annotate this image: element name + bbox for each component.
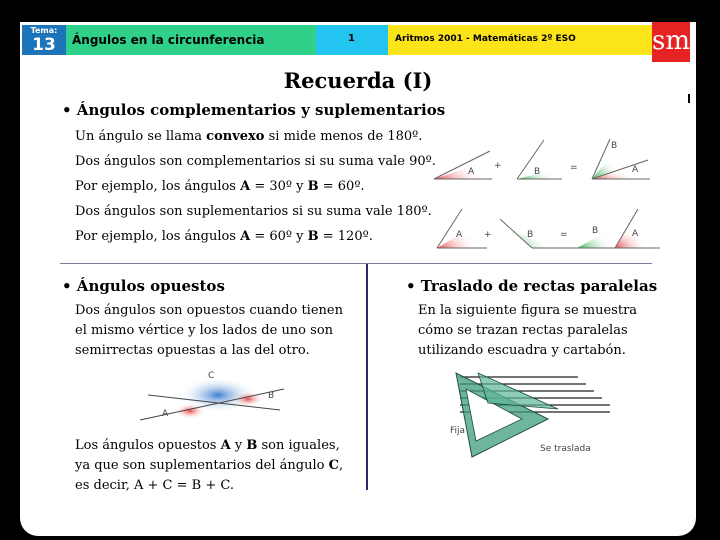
opposite-angles-figure bbox=[138, 367, 288, 437]
heading-complementarios: • Ángulos complementarios y suplementarios bbox=[62, 101, 446, 119]
tema-box bbox=[22, 25, 66, 55]
text-block-opuestos bbox=[75, 301, 343, 361]
plus-sign: + bbox=[494, 161, 502, 171]
vertical-divider bbox=[366, 264, 368, 490]
label-a-opuestos: A bbox=[162, 409, 169, 419]
conclusion-line-1: Los ángulos opuestos A y B son iguales, bbox=[75, 438, 340, 453]
line-ejemplo-comp: Por ejemplo, los ángulos A = 30º y B = 60º. bbox=[75, 179, 365, 194]
page-title: Recuerda (I) bbox=[283, 68, 433, 93]
equals-sign-supl: = bbox=[560, 230, 568, 240]
sm-logo: sm bbox=[652, 22, 690, 62]
unit-title: Ángulos en la circunferencia bbox=[72, 33, 265, 47]
text-block-conclusion bbox=[75, 436, 343, 496]
supplementary-angles-figure bbox=[432, 205, 662, 249]
label-b-supl: B bbox=[527, 230, 534, 240]
traslado-line-1: En la siguiente figura se muestra bbox=[418, 303, 638, 318]
label-se-traslada: Se traslada bbox=[540, 444, 591, 454]
plus-sign-supl: + bbox=[484, 230, 492, 240]
label-a-supl-sum: A bbox=[632, 229, 639, 239]
label-a-sum: A bbox=[632, 165, 639, 175]
opuestos-line-1: Dos ángulos son opuestos cuando tienen bbox=[75, 303, 343, 318]
header-bar bbox=[20, 22, 696, 58]
label-b-opuestos: B bbox=[268, 391, 275, 401]
label-fija: Fija bbox=[450, 426, 466, 436]
opuestos-line-3: semirrectas opuestas a las del otro. bbox=[75, 343, 310, 358]
heading-traslado: • Traslado de rectas paralelas bbox=[406, 277, 658, 295]
book-title: Aritmos 2001 - Matemáticas 2º ESO bbox=[395, 34, 576, 44]
slide bbox=[20, 22, 696, 536]
angle-a-shade bbox=[434, 162, 484, 179]
label-b-supl-sum: B bbox=[592, 226, 599, 236]
edge-tick bbox=[688, 94, 690, 103]
line-suplementarios: Dos ángulos son suplementarios si su suma vale 180º. bbox=[75, 204, 432, 219]
opuestos-line-2: el mismo vértice y los lados de uno son bbox=[75, 323, 334, 338]
label-a: A bbox=[468, 167, 475, 177]
line-complementarios: Dos ángulos son complementarios si su suma vale 90º. bbox=[75, 154, 436, 169]
traslado-line-2: cómo se trazan rectas paralelas bbox=[418, 323, 628, 338]
conclusion-line-3: es decir, A + C = B + C. bbox=[75, 478, 234, 493]
label-c-opuestos: C bbox=[208, 371, 215, 381]
label-b-sum: B bbox=[611, 141, 618, 151]
equals-sign: = bbox=[570, 163, 578, 173]
line-convexo: Un ángulo se llama convexo si mide menos de 180º. bbox=[75, 129, 423, 144]
label-a-supl: A bbox=[456, 230, 463, 240]
traslado-line-3: utilizando escuadra y cartabón. bbox=[418, 343, 626, 358]
complementary-angles-figure bbox=[422, 134, 652, 180]
label-b: B bbox=[534, 167, 541, 177]
tema-number: 13 bbox=[32, 35, 56, 55]
conclusion-line-2: ya que son suplementarios del ángulo C, bbox=[75, 458, 344, 473]
text-block-complementarios bbox=[75, 124, 436, 249]
heading-opuestos: • Ángulos opuestos bbox=[62, 277, 225, 295]
page-number: 1 bbox=[348, 33, 355, 44]
parallel-lines-figure bbox=[448, 369, 618, 461]
text-block-traslado bbox=[418, 301, 637, 361]
tema-label: Tema: bbox=[30, 26, 58, 35]
horizontal-divider bbox=[60, 263, 652, 264]
line-ejemplo-supl: Por ejemplo, los ángulos A = 60º y B = 120º. bbox=[75, 229, 373, 244]
